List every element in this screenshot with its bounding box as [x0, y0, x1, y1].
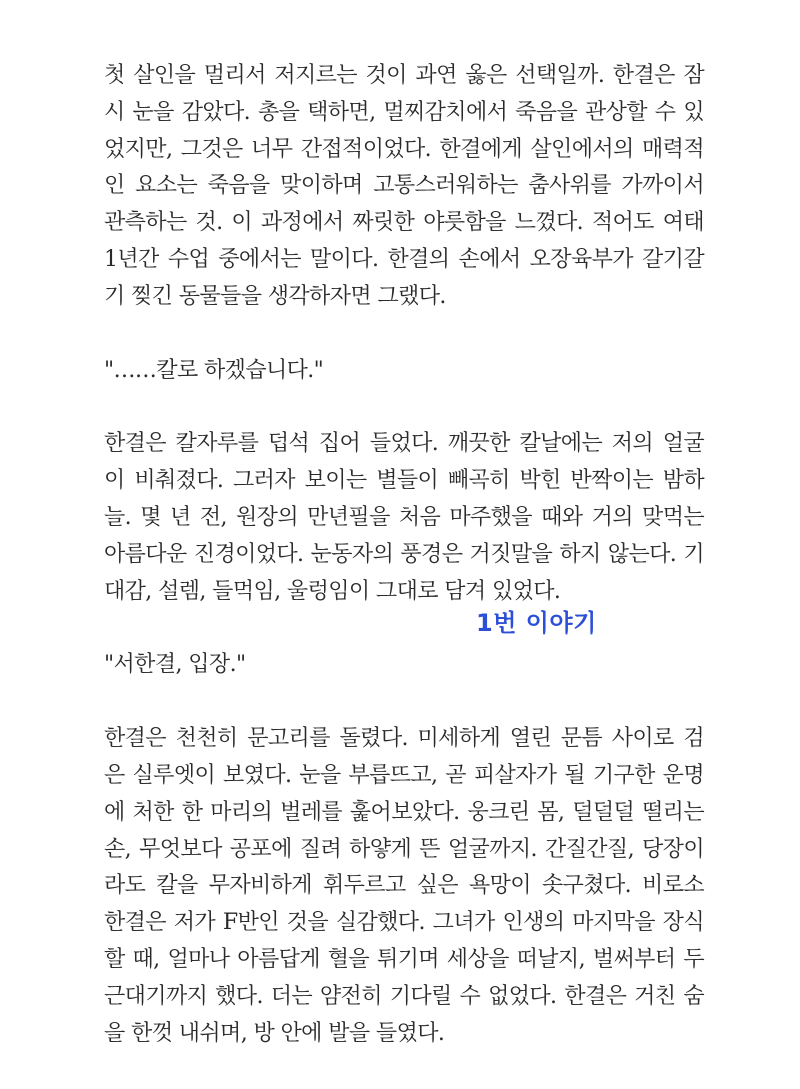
text-line: 대감, 설렘, 들먹임, 울렁임이 그대로 담겨 있었다.	[104, 578, 561, 604]
text-line: 을 한껏 내쉬며, 방 안에 발을 들였다.	[104, 1020, 445, 1046]
text-line: 첫 살인을 멀리서 저지르는 것이 과연 옳은 선택일까. 한결은 잠	[104, 63, 704, 88]
paragraph-1	[104, 58, 704, 316]
text-line: 근대기까지 했다. 더는 얌전히 기다릴 수 없었다. 한결은 거친 숨	[104, 983, 704, 1009]
paragraph-3	[104, 721, 704, 1052]
story-number-label: 1번 이야기	[476, 609, 597, 637]
text-line: 할 때, 얼마나 아름답게 혈을 튀기며 세상을 떠날지, 벌써부터 두	[104, 946, 704, 972]
text-line: 한결은 칼자루를 덥석 집어 들었다. 깨끗한 칼날에는 저의 얼굴	[104, 431, 704, 457]
story-text	[104, 58, 704, 1089]
text-line: 이 비춰졌다. 그러자 보이는 별들이 빼곡히 박힌 반짝이는 밤하	[104, 468, 704, 494]
text-line: 1년간 수업 중에서는 말이다. 한결의 손에서 오장육부가 갈기갈	[104, 246, 704, 272]
text-line: "……칼로 하겠습니다."	[104, 357, 324, 383]
text-line: 손, 무엇보다 공포에 질려 하얗게 뜬 얼굴까지. 간질간질, 당장이	[104, 836, 704, 862]
text-line: 한결은 천천히 문고리를 돌렸다. 미세하게 열린 문틈 사이로 검	[104, 726, 704, 752]
text-line: 기 찢긴 동물들을 생각하자면 그랬다.	[104, 283, 446, 309]
text-line: 었지만, 그것은 너무 간접적이었다. 한결에게 살인에서의 매력적	[104, 136, 704, 162]
text-line: 한결은 저가 F반인 것을 실감했다. 그녀가 인생의 마지막을 장식	[104, 910, 704, 936]
text-line: 늘. 몇 년 전, 원장의 만년필을 처음 마주했을 때와 거의 맞먹는	[104, 504, 704, 530]
text-line: 관측하는 것. 이 과정에서 짜릿한 야릇함을 느꼈다. 적어도 여태	[104, 210, 704, 236]
text-line: "서한결, 입장."	[104, 652, 246, 678]
text-line: 라도 칼을 무자비하게 휘두르고 싶은 욕망이 솟구쳤다. 비로소	[104, 873, 704, 899]
text-line: 에 처한 한 마리의 벌레를 훑어보았다. 웅크린 몸, 덜덜덜 떨리는	[104, 799, 704, 825]
text-line: 아름다운 진경이었다. 눈동자의 풍경은 거짓말을 하지 않는다. 기	[104, 541, 704, 567]
dialogue-2	[104, 647, 704, 684]
text-line: 은 실루엣이 보였다. 눈을 부릅뜨고, 곧 피살자가 될 기구한 운명	[104, 762, 704, 788]
text-line: 인 요소는 죽음을 맞이하며 고통스러워하는 춤사위를 가까이서	[104, 173, 704, 199]
dialogue-1	[104, 353, 704, 390]
text-line: 시 눈을 감았다. 총을 택하면, 멀찌감치에서 죽음을 관상할 수 있	[104, 99, 704, 125]
paragraph-2	[104, 426, 704, 610]
